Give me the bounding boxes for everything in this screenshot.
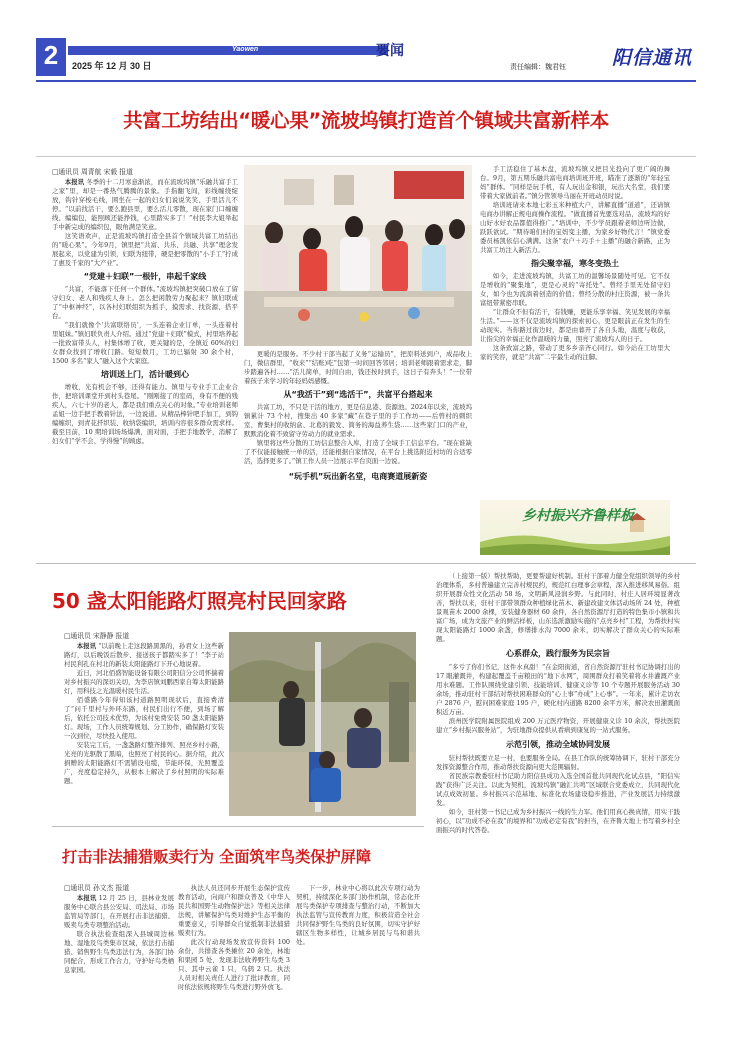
article1-p3: “共富，不能落下任何一个群体。”流坡坞镇把突破口放在了留守妇女、老人和残疾人身上。怎么把闲散劳力聚起来？镇妇联成了“中枢神经”，以各村妇联组织为抓手，摸需求、找资源、搭平台。 [52,285,238,320]
lead-tag: 本报讯 [64,178,85,186]
section-title: 要闻 [376,43,404,59]
article2-headline: 50 盏太阳能路灯照亮村民回家路 [52,589,347,613]
article1-p11: 如今，走进流坡坞镇，共富工坊的温馨场景随处可见。它不仅是增收的“聚集地”，更是心灵的“寄托处”。曾经手里无处留守妇女，如今也为流淌着创造的价值；曾经分散的村庄资源，被一条共富纽带紧密串联。 [480,272,670,307]
article1-p7: 共富工坊，不只是干活的地方，更是信息港、资源池。2024年以来，流坡坞镇累计 73 个村，搜集出 40 多家“藏”在巷子里的手工作坊——后曾村的刺织室、曹集村的收纳盒、北葛的毅发、简务的海益养生袋……这些家门口的产业，默默消化着不致留守劳动力的就业需求。 [244,403,472,438]
article2-col1 [64,642,224,822]
continued-p5: 省民族宗教委驻村书记助力阳信县成功入选全国首批共同现代化试点县，“阳信实践”获得广泛关注。以此为契机，流坡坞镇“融汇共鸣”区域联合党委成立，共同现代化试点成效初显。乡村振兴示范基地、标准化农场建设稳步推进，产业发展活力持续激发。 [436,772,680,807]
article1-col1 [52,178,238,552]
section-english: Yaowen [232,46,259,53]
article1-p6: 更暖的是服务。不少村干部当起了义务“运输员”，把原料送到户，成品收上门，微信群里，“收来”“结账)吃”包第一时间回答邻居；培训老师跟着需求走，脚步踏遍各村……“活儿简单，时间自由，钱还按时到手，这日子有奔头！”一位带着孩子来学习的年轻妈妈感慨。 [244,350,472,385]
date: 2025 年 12 月 30 日 [72,61,152,71]
continued-p1: （上接第一版）帮扶帮助，更要帮建好机制。驻村干部着力健全党组织领导的乡村治理体系，多村普遍建立完善村规民约，规范红白理事会章程，深入推进移风易俗。组织开展群众性文化活动 58 场，文明新风浸润乡野。与此同时，村庄人居环境显著改善，帮扶以来，驻村干部带领群众种植绿化苗木、新建改建文体活动场所 24 处，种植景观苗木 2000 余棵，安装健身器材 60 余件，各自然资源厅打造的特色集市小镇和共富广场，成为文旅产业的鲜活样板，山东选派激励实施的“点亮乡村”工程，为帮扶村实现太阳能路灯 1000 余盏，修缮排水沟 7000 余米，切实解决了群众关心的实际难题。 [436,572,680,643]
article1-byline: □通讯员 周青航 宋毅 报道 [52,168,133,176]
continued-p4: 驻村帮扶既要立足一村，也要服务全局。在县工作队的统筹协调下，驻村干部充分发挥资源整合作用，推动帮扶资源向更大范围辐射。 [436,754,680,771]
subheading: 从“我活干”到“选活干”，共富平台搭起来 [283,390,433,399]
article3-headline: 打击非法捕猎贩卖行为 全面筑牢鸟类保护屏障 [62,848,372,866]
article3-p1: 12 月 25 日，县林业发展服务中心联合县公安局、司法局、市场监管局等部门，在开展打击非法捕猎、贩卖鸟类专项整治活动。 [64,894,174,929]
banner-text: 乡村振兴齐鲁样板 [522,508,634,524]
article1-p4: “我们就像个‘共富联络员’，一头连着企业订单，一头连着村里姐妹。”镇妇联负责人介绍。通过“党建＋妇联”模式，村里培养起一批致富带头人，村集体增了收，更关键的是，全镇近 60%的妇女群众找到了增收门路。短短数月，工坊已辐射 30 余个村，1500 多名“家人”融入这个大家庭。 [52,321,238,365]
article1-p12: “让群众不但有活干，有钱赚，更能乐享幸福、笑见发展的幸福生活。”——这不仅是流坡坞镇的探索初心，更是眼前正在发生的生动现实。当你路过街边时，都是由暮开了各自头地，温度与收获，让指尖的幸福正化作温暖的力量，照亮了流坡坞人的日子。 [480,308,670,343]
continued-p6: 如今，驻村第一书记已成为乡村振兴一线的生力军。他们用真心换真情，用实干践初心，以“功成不必在我”的境界和“功成必定有我”的担当，在齐鲁大地上书写着乡村全面振兴的时代答卷。 [436,808,680,834]
article1-p10: 培训班请来本地七彩玉米种植大户，讲解直播“道道”，还请镇电商办讲解正规电商操作流程。“做直播首先要选对品，流坡坞的好山好水好农品都值得推广。”培训中，不少学员跟着老师边听边做，跃跃欲试。“期待咱们村的宝妈变主播，为家乡好物代言！”镇党委委员杨凯依信心满满。这条“农户＋巧手＋主播”的融合新路，正为共富工坊注入新活力。 [480,201,670,254]
article3-col3 [296,884,420,1040]
article1-col3 [480,165,670,495]
subheading: “党建＋妇联”一根针，串起千家线 [83,272,207,281]
header-blue-bar [68,46,388,55]
subheading: 示范引领，推动全域协同发展 [506,740,610,749]
article1-p9: 手工活稳住了基本盘，流坡坞镇又把目光投向了更广阔的舞台。9月，第五期乐融共富电商培训班开班，瞄准了逐渐的“年轻宝妈”群体。“同样是玩手机，有人玩出金和银，玩出大名堂，我们要带着大家做前者。”镇分管领导马丽在开班动员时说。 [480,165,670,200]
article1-p8: 镇里将这些分散的工坊信息整合入库，打造了全域手工信息平台。“现在谁缺了不仅能接触统一单的活，还能根据自家情况，在平台上挑选附近村坊的合适零活，选择更多了。”镇工作人员一边展示平台页面一边说。 [244,439,472,465]
subheading: 培训送上门，活计暖到心 [101,370,189,379]
article2-p4: 安装完工后，一盏盏路灯整齐排列、照亮乡村小路，光亮的光驱散了黑暗，也照亮了村民的心。据介绍，此次捐赠的太阳能路灯不需铺设电缆，节能环保，光照覆盖广，亮度稳定持久，从根本上解决了乡村照明的实际难题。 [64,741,224,785]
article1-p5: 增收，光有机会不够，还得有能力。镇里与专业手工企业合作，把培训课堂开到村头巷尾。“刚刚接了的室码，身有不便的残疾人，六七十岁的老人，都是我们重点关心的对象。”专业培训老师孟姐一边手把手教着针法，一边说道。从精品棒针吧手加工，到钩编缠织，到青花扦织装、收纳袋编织，培训内容很多群众需求样。截至目前，10 期培训场场爆满，面对面，手把手地教学，消解了妇女们“学不会、学得慢”的顾虑。 [52,383,238,445]
lead-tag: 本报讯 [76,894,97,902]
subheading: 指尖聚幸福，寒冬变热土 [531,259,619,268]
article3-p2: 联合执法检查组深入县城周边林地、湿地及鸟类集市区域，依法打击捕猎、销售野生鸟类违法行为，各部门协同配合，形成工作合力，守护好鸟类栖息家园。 [64,930,174,974]
editor-credit: 责任编辑：魏君钰 [510,63,566,71]
rural-revitalization-banner [480,500,670,555]
street-lamp-photo [229,632,416,816]
workshop-photo [244,165,472,346]
article3-p4: 此次行动现场发放宣传资料 100 余份，共排查各类摊位 20 余处，林地和果园 5 处，发现非法收养野生鸟类 3 只、其中云雀 1 只，乌鸫 2 只。执法人员对相关责任人进行了批评教育，同时依法依规将野生鸟类进行野外放飞。 [178,938,290,991]
header-rule [36,80,696,82]
article1-p13: 这条致富之路，带动了更多乡亲齐心同行。如今站在工坊里大家的笑容，就是“共富”二字最生动的注脚。 [480,344,670,361]
article1-p2: 这笑语欢声，正是流坡坞镇打造全县首个镇域共富工坊结出的“暖心果”。今年9月，镇里把“共富、共乐、共融、共享”理念发展起来，以党建为引领，妇联为纽带，硬是把零散的“小手工”拧成了惠及千家的“大产业”。 [52,232,238,267]
article1-col2 [244,350,472,552]
divider [36,156,696,157]
article3-col1 [64,894,174,1040]
article2-p1: “以前晚上走这段路黑黑的，孙君女上这些新路灯，以后晚饭后散步、接送孩子都踏实多了！”李子站村民利孔在村北的新装太阳能路灯下开心地说着。 [64,642,224,668]
lead-tag: 本报讯 [76,642,97,650]
article1-p1: 冬季的十二月寒意渐浓，而在流坡坞镇“乐融共富手工之家”里，却是一番热气腾腾的景象。手指翻飞间，彩线缠绕绽放，钩针穿梭毛线，围坐在一起的妇女们说说笑笑、手里活儿不停。“以前找活干，要么跑县里，要么活儿零散，现在家门口缠缠线、编编包，能照顾还能挣钱，心里踏实多了！”村民李大姐举起手中新完成的编织包，眼角满是笑意。 [52,178,238,231]
article2-byline: □通讯员 宋静静 报道 [64,632,130,640]
divider [36,563,696,564]
divider [52,826,424,827]
article3-col2 [178,884,290,1040]
article-continued [436,572,680,1040]
article3-byline: □通讯员 孙文杰 报道 [64,884,130,892]
article3-p3: 执法人员还同步开展生态保护宣传教育活动，向商户和群众普及《中华人民共和国野生动物保护法》等相关法律法规，讲解保护鸟类对维护生态平衡的重要意义，引导群众自觉抵制非法捕猎贩卖行为。 [178,884,290,937]
continued-p3: 滨州医学院附属医院组成 200 万元医疗物资，开展健康义诊 10 余次，帮扶医院建立“乡村振兴服务站”，为驻地群众提供从看病到康复的一站式服务。 [436,717,680,734]
page-number: 2 [43,40,59,70]
brand-logo: 阳信通讯 [612,47,693,69]
article3-p5: 下一步，林业中心将以此次专项行动为契机，持续深化多部门协作机制，常态化开展鸟类保护专项排查与整治行动，不断加大执法监管与宣传教育力度，积极营造全社会共同保护野生鸟类的良好氛围，切实守护好辖区生物多样性，让城乡居民与鸟和谐共处。 [296,884,420,946]
article2-p2: 近日，河北佰盛智能设备有限公司阳信分公司怀揣着对乡村振兴的深切关切，为李店镇刘鹏西家自筹太阳能路灯，用科技之光温暖村民生活。 [64,669,224,695]
article2-p3: 佰盛路今年得知该村道路照明现状后，直接费清了“问千里村与外环东路，村民们出行不便，到场了解后，依托公司技术优势，为该村免费安装 50 盏太阳能路灯。现场，工作人员统筹规划、分工协作，确保路灯安装一次到位，尽快投入使用。 [64,696,224,740]
article1-headline: 共富工坊结出“暖心果”流坡坞镇打造首个镇域共富新样本 [123,109,609,132]
subheading: “玩手机”玩出新名堂，电商赛道展新姿 [288,472,428,481]
subheading: 心系群众，践行服务为民宗旨 [506,649,610,658]
continued-p2: “多亏了你们书记，这件水真甜！”在金阳街道，省自然资源厅驻村书记协调打出的 17 眼灌溉井，构建起覆盖千亩粮田的“地下水网”，周围群众打着笑着将水井灌溉产业用水难题。工作队围绕党建引领、技能培训、健康义诊等 10 个专题开展服务活动 30 余场，推动驻村干部结对帮扶困难群众的“心上事”办成“上心事”。一年来，累计走访农户 2876 户，慰问困难家庭 195 户，硬化村内道路 8200 余平方米，解决农田灌溉面积近万亩。 [436,663,680,716]
